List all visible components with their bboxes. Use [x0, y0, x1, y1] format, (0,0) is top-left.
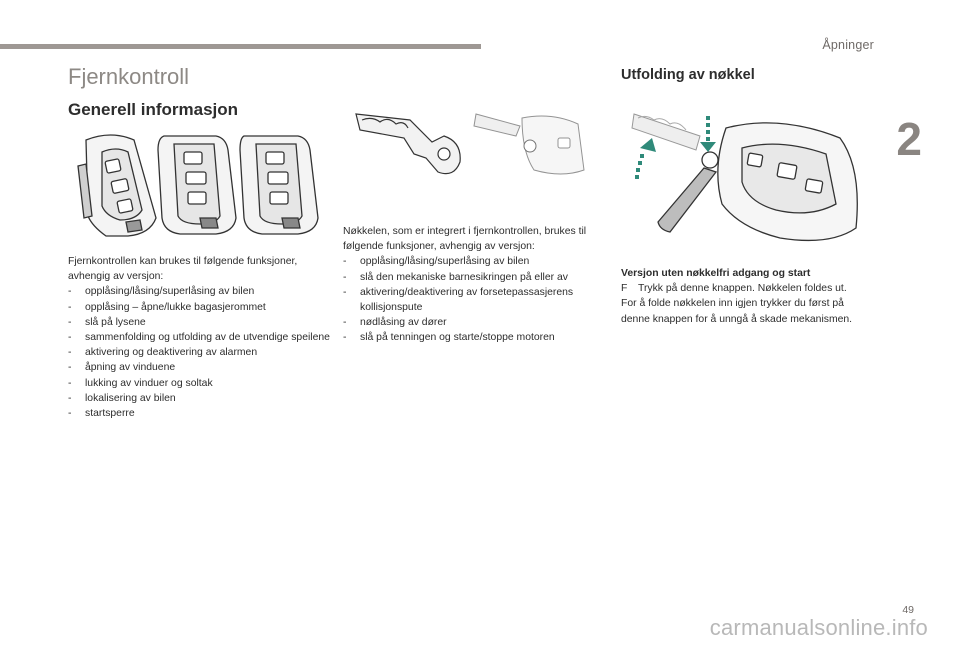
- key-unfold-heading: Utfolding av nøkkel: [621, 67, 755, 83]
- remote-2-button: [78, 135, 156, 236]
- list-item: - sammenfolding og utfolding av de utvendige speilene: [68, 332, 330, 344]
- key-functions-list: [343, 254, 593, 345]
- arrow-up-icon: [635, 138, 656, 179]
- key-unfold-illustration: [630, 108, 866, 248]
- page-number: 49: [902, 604, 914, 616]
- list-item: - opplåsing – åpne/lukke bagasjerommet: [68, 301, 266, 313]
- arrow-down-icon: [700, 116, 716, 152]
- top-rule: [0, 44, 481, 49]
- list-item: - aktivering/deaktivering av forsetepassasjerens kollisjonspute: [343, 286, 574, 314]
- list-item: - slå på tenningen og starte/stoppe motoren: [343, 332, 555, 344]
- general-info-text: [68, 254, 330, 421]
- list-item: - åpning av vinduene: [68, 362, 176, 374]
- list-item: - nødlåsing av dører: [343, 317, 447, 329]
- key-blade-illustration: [352, 108, 588, 184]
- general-info-intro: Fjernkontrollen kan brukes til følgende funksjoner, avhengig av versjon:: [68, 256, 298, 283]
- list-item: - opplåsing/låsing/superlåsing av bilen: [68, 286, 255, 298]
- list-item: - slå den mekaniske barnesikringen på eller av: [343, 271, 568, 283]
- list-item: - aktivering og deaktivering av alarmen: [68, 347, 258, 359]
- list-item: - lokalisering av bilen: [68, 392, 176, 404]
- list-item: - opplåsing/låsing/superlåsing av bilen: [343, 256, 530, 268]
- page-title: Fjernkontroll: [68, 64, 190, 89]
- watermark: carmanualsonline.info: [709, 615, 928, 640]
- general-info-heading: Generell informasjon: [68, 100, 239, 119]
- unfold-steps: [621, 281, 866, 296]
- key-functions-intro: Nøkkelen, som er integrert i fjernkontrollen, brukes til følgende funksjoner, avhengig av versjon:: [343, 226, 587, 253]
- general-info-list: [68, 284, 330, 421]
- section-title: Åpninger: [822, 38, 874, 52]
- remote-controls-illustration: [66, 126, 328, 244]
- version-subheading: Versjon uten nøkkelfri adgang og start: [621, 268, 811, 279]
- list-item: - lukking av vinduer og soltak: [68, 377, 213, 389]
- list-item: - slå på lysene: [68, 316, 146, 328]
- remote-3-button: [158, 136, 236, 234]
- key-unfold-text: [621, 266, 866, 327]
- list-item: - startsperre: [68, 408, 135, 420]
- fold-note: For å folde nøkkelen inn igjen trykker du først på denne knappen for å unngå å skade mekanismen.: [621, 298, 853, 325]
- chapter-number: 2: [896, 113, 922, 165]
- step-marker: F: [621, 283, 628, 295]
- list-item: F Trykk på denne knappen. Nøkkelen foldes ut.: [621, 281, 866, 296]
- key-functions-text: [343, 224, 593, 346]
- remote-3-button-trunk: [240, 136, 318, 234]
